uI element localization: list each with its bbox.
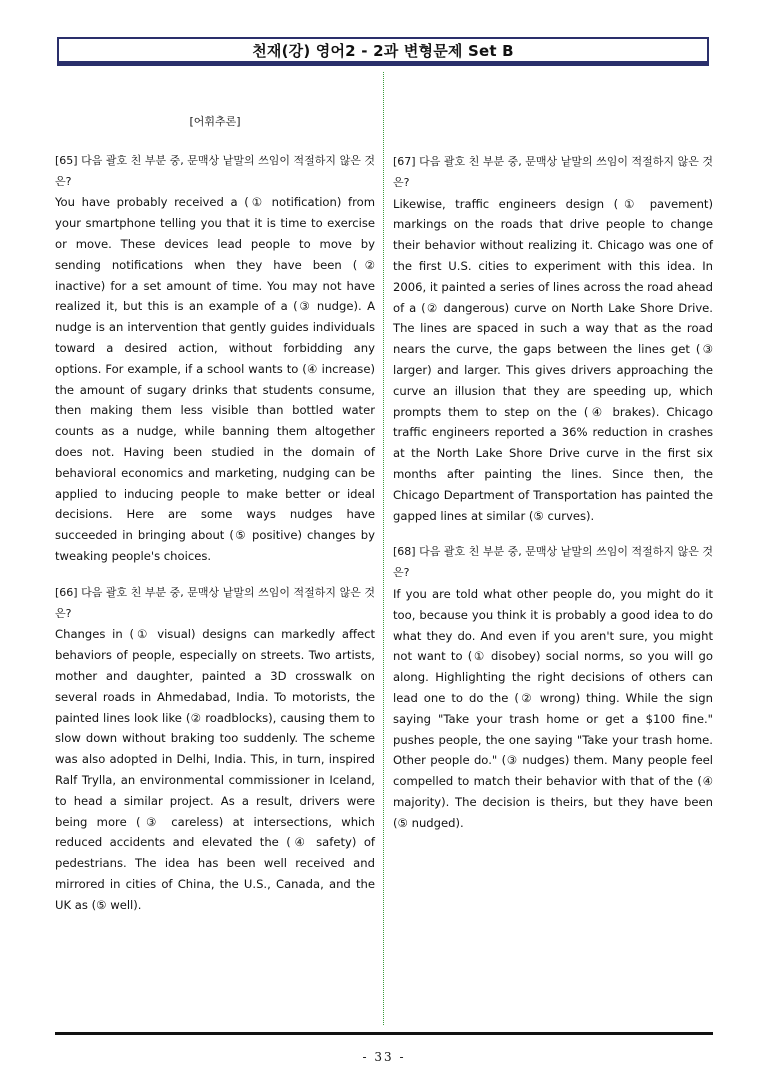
question-passage: Likewise, traffic engineers design (① pavement) markings on the roads that drive people to change their behavior without realizing it. Chicago was one of the first U.S. cities to experiment with this idea. In 2006, it painted a series of lines across the road ahead of a (② dangerous) curve on North Lake Shore Drive. The lines are spaced in such a way that as the road nears the curve, the gaps between the lines get (③ larger) and larger. This gives drivers approaching the curve an illusion that they are speeding up, which prompts them to step on the (④ brakes). Chicago traffic engineers reported a 36% reduction in crashes at the North Lake Shore Drive curve in the first six months after painting the lines. Since then, the Chicago Department of Transportation has painted the gapped lines at similar (⑤ curves). <box>393 196 713 523</box>
column-divider <box>383 72 384 1025</box>
left-column <box>55 108 375 931</box>
question-heading: [65] 다음 괄호 친 부분 중, 문맥상 낱말의 쓰임이 적절하지 않은 것은? <box>55 153 375 188</box>
question-68 <box>393 542 713 833</box>
page-number: - 33 - <box>362 1050 406 1064</box>
question-passage: If you are told what other people do, you might do it too, because you think it is probably a good idea to do what they do. And even if you aren't sure, you might not want to (① disobey) social norms, so you will go along. Highlighting the right decisions of others can lead one to do the (② wrong) thing. While the sign saying "Take your trash home or get a $100 fine." pushes people, the one saying "Take your trash home. Other people do." (③ nudges) them. Many people feel compelled to match their behavior with that of the (④ majority). The decision is theirs, but they have been (⑤ nudged). <box>393 586 713 830</box>
question-passage: Changes in (① visual) designs can markedly affect behaviors of people, especially on streets. Two artists, mother and daughter, painted a 3D crosswalk on several roads in Ahmedabad, India. To motorists, the painted lines look like (② roadblocks), causing them to slow down without braking too suddenly. The scheme was also adopted in Delhi, India. This, in turn, inspired Ralf Trylla, an environmental commissioner in Iceland, to head a similar project. As a result, drivers were being more (③ careless) at intersections, which reduced accidents and elevated the (④ safety) of pedestrians. The idea has been well received and mirrored in cities of China, the U.S., Canada, and the UK as (⑤ well). <box>55 627 375 912</box>
right-column <box>393 108 713 850</box>
question-heading: [67] 다음 괄호 친 부분 중, 문맥상 낱말의 쓰임이 적절하지 않은 것은? <box>393 155 713 189</box>
question-heading: [68] 다음 괄호 친 부분 중, 문맥상 낱말의 쓰임이 적절하지 않은 것은? <box>393 545 713 580</box>
question-67 <box>393 152 713 526</box>
footer-rule <box>55 1032 713 1035</box>
page-title-text: 천재(강) 영어2 - 2과 변형문제 Set B <box>252 41 514 60</box>
question-passage: You have probably received a (① notification) from your smartphone telling you that it is time to exercise or move. These devices lead people to move by sending notifications when they have been (② inactive) for a set amount of time. You may not have realized it, but this is an example of a (③ nudge). A nudge is an intervention that gently guides individuals toward a desired action, without forbidding any options. For example, if a school wants to (④ increase) the amount of sugary drinks that students consume, then making them less visible than bottled water counts as a nudge, while banning them altogether does not. Having been studied in the domain of behavioral economics and marketing, nudging can be applied to inducing people to make better or ideal decisions. Here are some ways nudges have succeeded in bringing about (⑤ positive) changes by tweaking people's choices. <box>55 195 375 563</box>
section-tag: [어휘추론] <box>189 115 241 128</box>
question-66 <box>55 583 375 916</box>
question-65 <box>55 151 375 567</box>
page-title <box>57 37 709 63</box>
question-heading: [66] 다음 괄호 친 부분 중, 문맥상 낱말의 쓰임이 적절하지 않은 것은? <box>55 585 375 620</box>
